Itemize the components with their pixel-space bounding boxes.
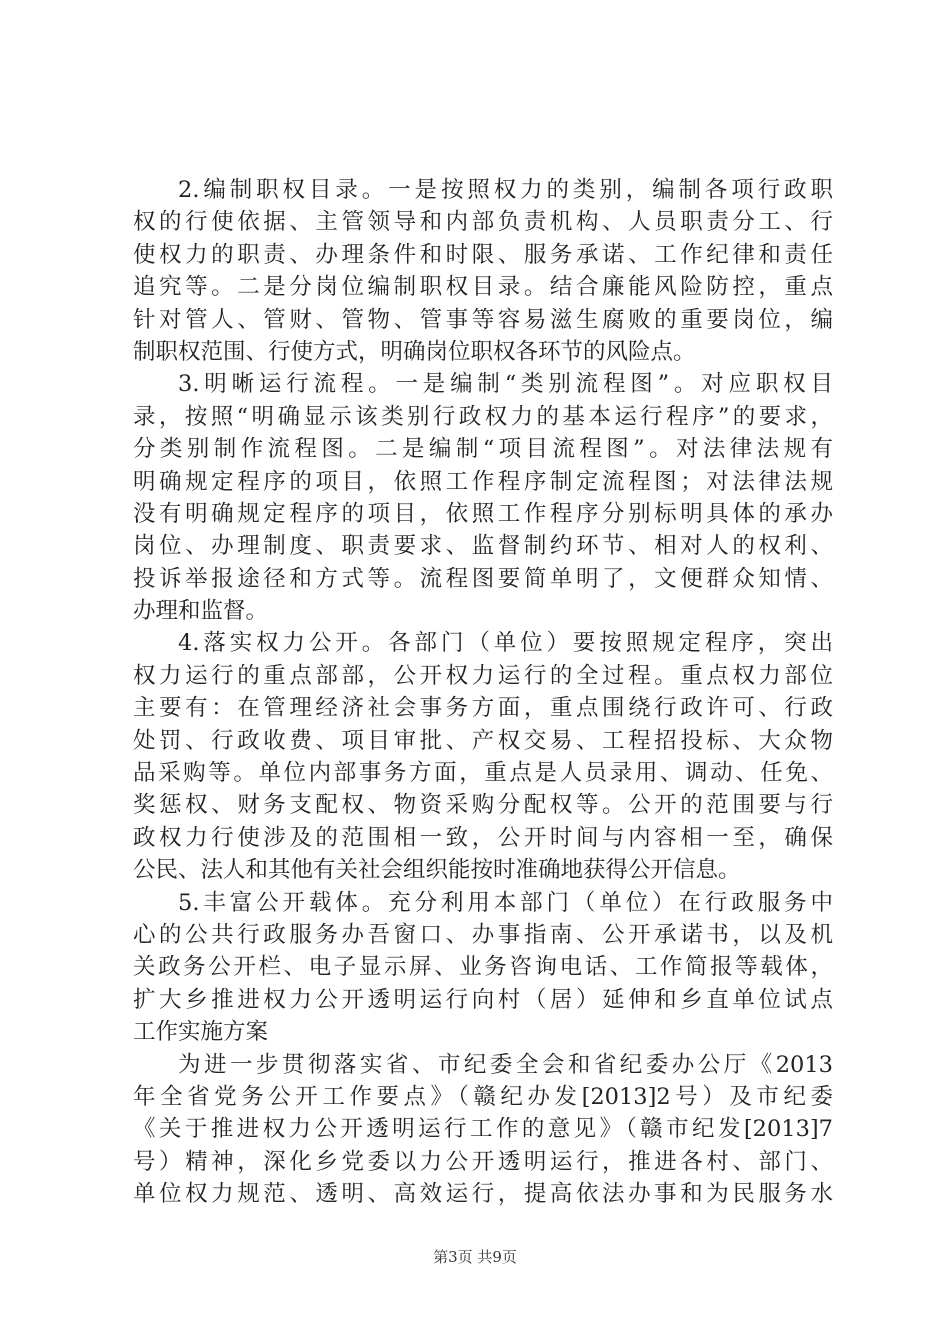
text-line: 没有明确规定程序的项目，依照工作程序分别标明具体的承办 bbox=[133, 500, 833, 527]
text-line: 公民、法人和其他有关社会组织能按时准确地获得公开信息。 bbox=[133, 857, 741, 884]
text-line: 奖惩权、财务支配权、物资采购分配权等。公开的范围要与行 bbox=[133, 792, 833, 819]
text-line: 追究等。二是分岗位编制职权目录。结合廉能风险防控，重点 bbox=[133, 274, 833, 301]
text-line: 明确规定程序的项目，依照工作程序制定流程图；对法律法规 bbox=[133, 468, 833, 495]
text-line: 号）精神，深化乡党委以力公开透明运行，推进各村、部门、 bbox=[133, 1148, 833, 1175]
text-line: 关政务公开栏、电子显示屏、业务咨询电话、工作简报等载体， bbox=[133, 954, 833, 981]
text-line: 分类别制作流程图。二是编制“项目流程图”。对法律法规有 bbox=[133, 436, 833, 463]
text-line: 使权力的职责、办理条件和时限、服务承诺、工作纪律和责任 bbox=[133, 241, 833, 268]
text-line: 投诉举报途径和方式等。流程图要简单明了，文便群众知情、 bbox=[133, 565, 833, 592]
text-line: 《关于推进权力公开透明运行工作的意见》（赣市纪发[2013]7 bbox=[133, 1116, 833, 1143]
text-line: 岗位、办理制度、职责要求、监督制约环节、相对人的权利、 bbox=[133, 533, 833, 560]
text-line: 处罚、行政收费、项目审批、产权交易、工程招投标、大众物 bbox=[133, 727, 833, 754]
text-line: 权的行使依据、主管领导和内部负责机构、人员职责分工、行 bbox=[133, 209, 833, 236]
text-line: 政权力行使涉及的范围相一致，公开时间与内容相一至，确保 bbox=[133, 824, 833, 851]
text-line: 单位权力规范、透明、高效运行，提高依法办事和为民服务水 bbox=[133, 1181, 833, 1208]
text-line: 权力运行的重点部部，公开权力运行的全过程。重点权力部位 bbox=[133, 662, 833, 689]
text-line: 2.编制职权目录。一是按照权力的类别，编制各项行政职 bbox=[178, 177, 833, 203]
body-text bbox=[133, 174, 833, 1211]
text-line: 针对管人、管财、管物、管事等容易滋生腐败的重要岗位，编 bbox=[133, 306, 833, 333]
text-line: 品采购等。单位内部事务方面，重点是人员录用、调动、任免、 bbox=[133, 760, 833, 787]
text-line: 3.明晰运行流程。一是编制“类别流程图”。对应职权目 bbox=[178, 371, 833, 398]
text-line: 5.丰富公开载体。充分利用本部门（单位）在行政服务中 bbox=[178, 889, 833, 916]
text-line: 年全省党务公开工作要点》（赣纪办发[2013]2号）及市纪委 bbox=[133, 1083, 833, 1110]
text-line: 主要有：在管理经济社会事务方面，重点围绕行政许可、行政 bbox=[133, 695, 833, 722]
text-line: 办理和监督。 bbox=[133, 598, 269, 625]
page-number-label: 第3页 共9页 bbox=[433, 1248, 517, 1266]
text-line: 制职权范围、行使方式，明确岗位职权各环节的风险点。 bbox=[133, 338, 696, 365]
text-line: 为进一步贯彻落实省、市纪委全会和省纪委办公厅《2013 bbox=[178, 1051, 833, 1078]
text-line: 扩大乡推进权力公开透明运行向村（居）延伸和乡直单位试点 bbox=[133, 986, 833, 1013]
text-line: 4.落实权力公开。各部门（单位）要按照规定程序，突出 bbox=[178, 630, 833, 657]
text-line: 心的公共行政服务办吾窗口、办事指南、公开承诺书，以及机 bbox=[133, 921, 833, 948]
page-footer bbox=[0, 1246, 950, 1267]
text-line: 录，按照“明确显示该类别行政权力的基本运行程序”的要求， bbox=[133, 403, 833, 430]
text-line: 工作实施方案 bbox=[133, 1019, 269, 1046]
